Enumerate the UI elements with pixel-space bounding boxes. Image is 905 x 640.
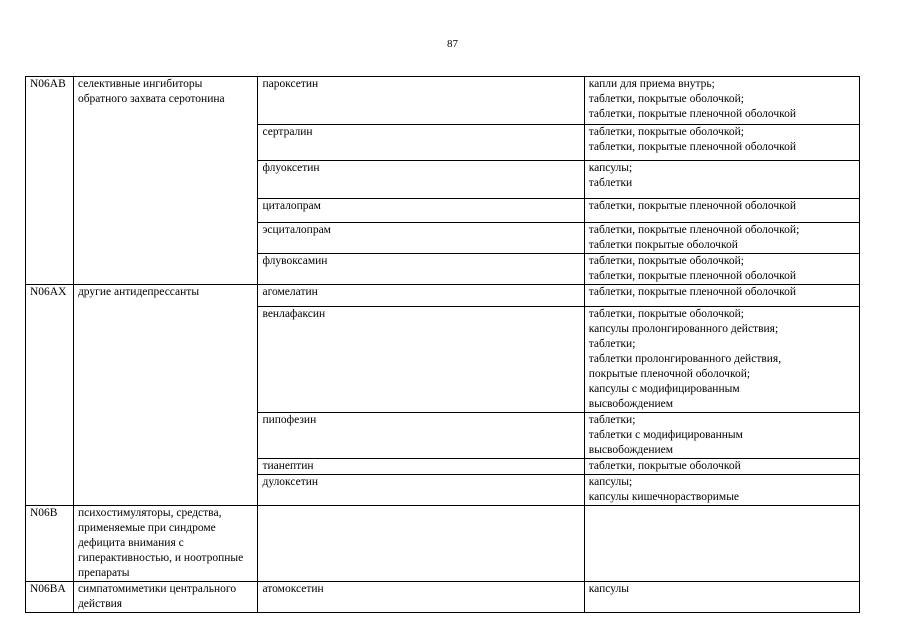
page-number: 87 — [447, 38, 458, 50]
dosage-form-line: капсулы кишечнорастворимые — [588, 491, 740, 503]
dosage-form-line: высвобождением — [588, 398, 674, 410]
dosage-form-line: таблетки, покрытые пленочной оболочкой — [588, 270, 797, 282]
dosage-form-line: таблетки покрытые оболочкой — [588, 239, 738, 251]
dosage-form-line: покрытые пленочной оболочкой; — [588, 368, 751, 380]
dosage-form-line: капли для приема внутрь; — [588, 78, 715, 90]
dosage-form-cell — [584, 161, 859, 199]
atc-code-cell: N06AB — [26, 77, 74, 285]
dosage-form-cell — [584, 307, 859, 413]
atc-code-cell: N06AX — [26, 285, 74, 506]
dosage-form-line: таблетки с модифицированным — [588, 429, 743, 441]
dosage-form-cell — [584, 223, 859, 254]
dosage-form-cell — [584, 506, 859, 582]
group-name-cell: симпатомиметики центрального действия — [73, 582, 258, 613]
dosage-form-line: таблетки пролонгированного действия, — [588, 353, 782, 365]
drug-name-cell: эсциталопрам — [258, 223, 584, 254]
drug-name-cell: атомоксетин — [258, 582, 584, 613]
table-row — [26, 506, 860, 582]
drug-name-cell: циталопрам — [258, 199, 584, 223]
dosage-form-line: капсулы пролонгированного действия; — [588, 323, 779, 335]
group-name-cell: селективные ингибиторы обратного захвата серотонина — [73, 77, 258, 285]
dosage-form-line: капсулы; — [588, 162, 633, 174]
drug-name-cell: пароксетин — [258, 77, 584, 125]
dosage-form-line: таблетки, покрытые пленочной оболочкой — [588, 286, 797, 298]
dosage-form-line: таблетки, покрытые оболочкой — [588, 460, 741, 472]
dosage-form-line: таблетки — [588, 177, 633, 189]
dosage-form-cell — [584, 413, 859, 459]
dosage-form-line: таблетки, покрытые оболочкой; — [588, 308, 744, 320]
dosage-form-cell — [584, 199, 859, 223]
dosage-form-line: таблетки, покрытые пленочной оболочкой — [588, 108, 797, 120]
dosage-form-line: таблетки; — [588, 338, 636, 350]
table-row — [26, 77, 860, 125]
dosage-form-cell — [584, 125, 859, 161]
dosage-form-line: высвобождением — [588, 444, 674, 456]
table-body — [26, 77, 860, 613]
dosage-form-cell — [584, 582, 859, 613]
dosage-form-line: капсулы; — [588, 476, 633, 488]
group-name-cell: психостимуляторы, средства, применяемые при синдроме дефицита внимания с гиперактивностью, и ноотропные препараты — [73, 506, 258, 582]
dosage-form-line: капсулы — [588, 583, 629, 595]
atc-code-cell: N06B — [26, 506, 74, 582]
dosage-form-line: таблетки, покрытые оболочкой; — [588, 126, 744, 138]
dosage-form-line: таблетки, покрытые оболочкой; — [588, 93, 744, 105]
drug-name-cell: флуоксетин — [258, 161, 584, 199]
drug-name-cell: сертралин — [258, 125, 584, 161]
drug-name-cell: пипофезин — [258, 413, 584, 459]
drug-name-cell: дулоксетин — [258, 475, 584, 506]
drug-name-cell: венлафаксин — [258, 307, 584, 413]
dosage-form-line: таблетки, покрытые оболочкой; — [588, 255, 744, 267]
drug-list-table — [25, 76, 860, 613]
dosage-form-line: таблетки; — [588, 414, 636, 426]
drug-name-cell: тианептин — [258, 459, 584, 475]
drug-name-cell: агомелатин — [258, 285, 584, 307]
dosage-form-line: капсулы с модифицированным — [588, 383, 740, 395]
table-row — [26, 285, 860, 307]
dosage-form-line: таблетки, покрытые пленочной оболочкой — [588, 141, 797, 153]
drug-name-cell — [258, 506, 584, 582]
dosage-form-cell — [584, 285, 859, 307]
drug-name-cell: флувоксамин — [258, 254, 584, 285]
dosage-form-cell — [584, 475, 859, 506]
table-row — [26, 582, 860, 613]
dosage-form-cell — [584, 77, 859, 125]
dosage-form-cell — [584, 254, 859, 285]
dosage-form-line: таблетки, покрытые пленочной оболочкой — [588, 200, 797, 212]
dosage-form-cell — [584, 459, 859, 475]
atc-code-cell: N06BA — [26, 582, 74, 613]
group-name-cell: другие антидепрессанты — [73, 285, 258, 506]
dosage-form-line: таблетки, покрытые пленочной оболочкой; — [588, 224, 800, 236]
